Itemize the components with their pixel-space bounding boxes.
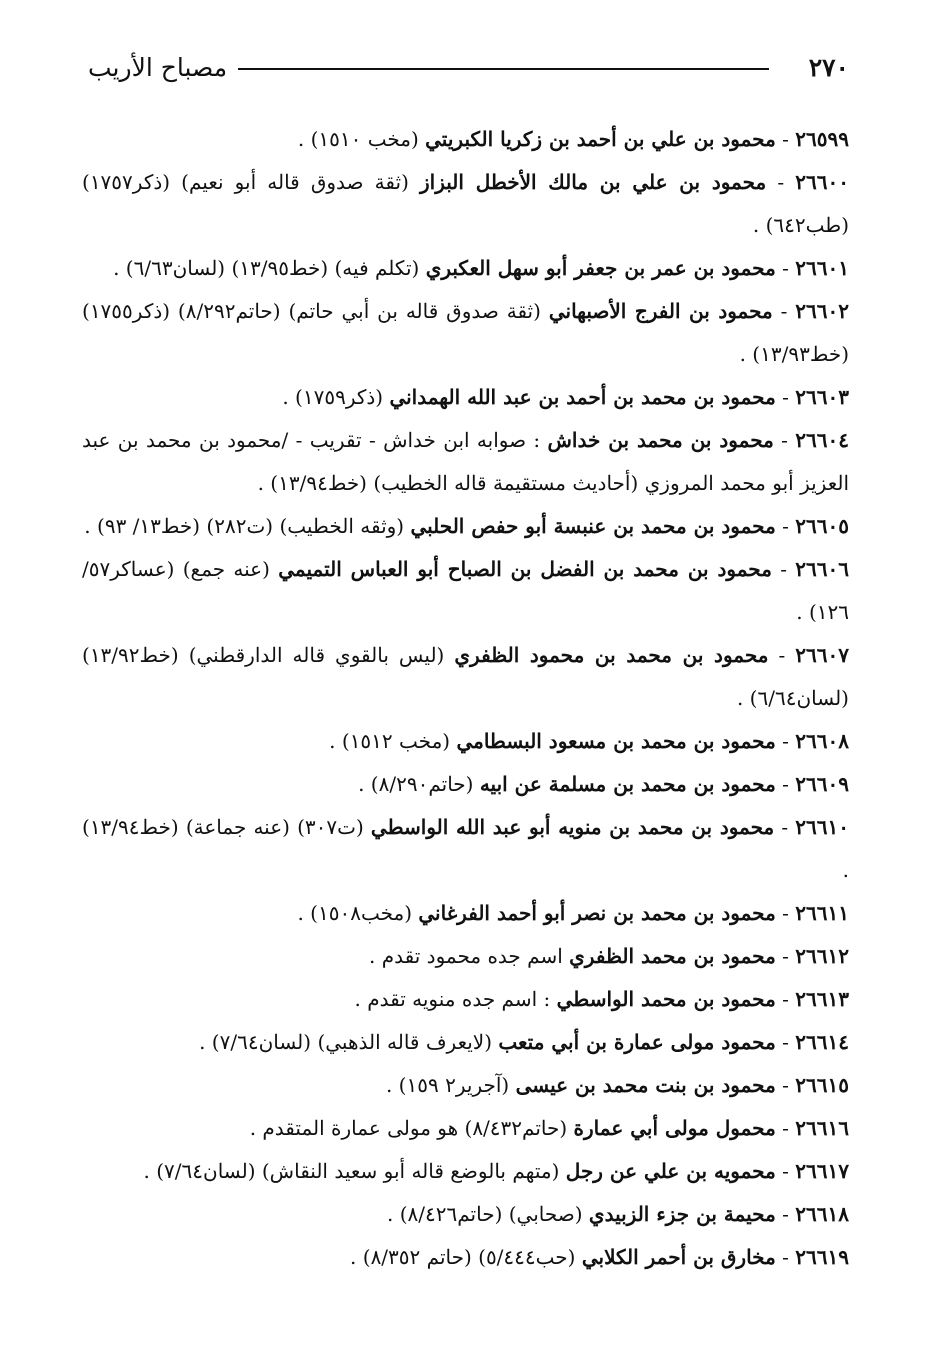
entry: ٢٦٦٠٧ - محمود بن محمد بن محمود الظفري (ليس بالقوي قاله الدارقطني) (خط١٣/٩٢) (لسان٦/٦٤) . [82,643,849,710]
entry-name: محيمة بن جزء الزبيدي [588,1202,776,1226]
page-number: ٢٧٠ [808,53,849,82]
entry-number: ٢٦٦٠٦ [795,557,850,581]
entry-name: محمود بن محمد بن مسعود البسطامي [456,729,776,753]
entry-text: اسم جده محمود تقدم . [369,944,563,968]
entry: ٢٦٥٩٩ - محمود بن علي بن أحمد بن زكريا الكبريتي (مخب ١٥١٠) . [297,127,849,151]
entry-name: محمود بن محمد الواسطي [556,987,776,1011]
entry-name: محمويه بن علي عن رجل [565,1159,776,1183]
entry-text: (آجرير٢ ١٥٩) . [385,1073,510,1097]
entry-name: محمود بن محمد بن أحمد بن عبد الله الهمداني [389,385,776,409]
entry-text: (وثقه الخطيب) (ت٢٨٢) (خط١٣/ ٩٣) . [84,514,405,538]
entry-text: : صوابه ابن خداش - تقريب - /محمود بن محمد بن عبد العزيز أبو محمد المروزي (أحاديث مستقيمة قاله الخطيب) (خط١٣/٩٤) . [82,428,849,495]
entry-text: (صحابي) (حاتم٨/٤٢٦) . [386,1202,583,1226]
entry-number: ٢٦٦١٨ [795,1202,849,1226]
entry: ٢٦٦١٢ - محمود بن محمد الظفري اسم جده محمود تقدم . [369,944,849,968]
entry-name: محمود مولى عمارة بن أبي متعب [498,1030,776,1054]
entry: ٢٦٦١٣ - محمود بن محمد الواسطي : اسم جده منويه تقدم . [354,987,849,1011]
entry-number: ٢٦٦١٢ [795,944,849,968]
entry-number: ٢٦٦٠٠ [795,170,849,194]
entry-number: ٢٦٥٩٩ [795,127,849,151]
entry-text: (ثقة صدوق قاله أبو نعيم) (ذكر١٧٥٧) (طب٦٤٢) . [82,170,849,237]
entry-number: ٢٦٦١١ [795,901,849,925]
entry: ٢٦٦١٦ - محمول مولى أبي عمارة (حاتم٨/٤٣٢) هو مولى عمارة المتقدم . [249,1116,849,1140]
entry-number: ٢٦٦٠٣ [795,385,849,409]
entry-name: محمود بن محمد بن نصر أبو أحمد الفرغاني [418,901,776,925]
page-header [88,50,849,90]
entry: ٢٦٦٠٥ - محمود بن محمد بن عنبسة أبو حفص الحلبي (وثقه الخطيب) (ت٢٨٢) (خط١٣/ ٩٣) . [84,514,849,538]
entry-number: ٢٦٦١٠ [795,815,850,839]
entry-number: ٢٦٦٠٩ [795,772,849,796]
entry-text: (لايعرف قاله الذهبي) (لسان٧/٦٤) . [199,1030,493,1054]
header-rule [238,68,769,70]
entry-name: محمود بن محمد بن محمود الظفري [454,643,769,667]
entry: ٢٦٦٠٨ - محمود بن محمد بن مسعود البسطامي (مخب ١٥١٢) . [329,729,849,753]
entries-list [82,118,849,1279]
entry-name: محمود بن محمد بن خداش [547,428,774,452]
entry-number: ٢٦٦٠٨ [795,729,849,753]
entry-name: محمود بن محمد الظفري [569,944,776,968]
entry: ٢٦٦٠٩ - محمود بن محمد بن مسلمة عن ابيه (حاتم٨/٢٩٠) . [358,772,849,796]
entry-name: محمود بن الفرج الأصبهاني [548,299,773,323]
entry-text: (عنه جمع) (عساكر٥٧/ ١٢٦) . [82,557,849,624]
entry-number: ٢٦٦١٤ [795,1030,849,1054]
entry-text: (تكلم فيه) (خط١٣/٩٥) (لسان٦/٦٣) . [113,256,420,280]
entry: ٢٦٦٠٦ - محمود بن محمد بن الفضل بن الصباح أبو العباس التميمي (عنه جمع) (عساكر٥٧/ ١٢٦) . [82,557,850,624]
entry-text: (مخب ١٥١٠) . [297,127,419,151]
entry: ٢٦٦٠٣ - محمود بن محمد بن أحمد بن عبد الله الهمداني (ذكر١٧٥٩) . [282,385,849,409]
entry-text: (حاتم٨/٢٩٠) . [358,772,474,796]
entry-text: (ت٣٠٧) (عنه جماعة) (خط١٣/٩٤) . [82,815,849,882]
entry-text: (ليس بالقوي قاله الدارقطني) (خط١٣/٩٢) (لسان٦/٦٤) . [82,643,849,710]
entry-number: ٢٦٦١٣ [795,987,849,1011]
entry: ٢٦٦٠١ - محمود بن عمر بن جعفر أبو سهل العكبري (تكلم فيه) (خط١٣/٩٥) (لسان٦/٦٣) . [113,256,849,280]
entry-number: ٢٦٦٠٧ [795,643,849,667]
entry-text: (متهم بالوضع قاله أبو سعيد النقاش) (لسان٧/٦٤) . [143,1159,560,1183]
entry-text: (مخب١٥٠٨) . [297,901,413,925]
entry-name: محمود بن عمر بن جعفر أبو سهل العكبري [425,256,776,280]
entry-name: محمود بن محمد بن عنبسة أبو حفص الحلبي [410,514,776,538]
entry-name: محمود بن علي بن مالك الأخطل البزاز [420,170,767,194]
entry-number: ٢٦٦٠٥ [795,514,849,538]
entry-name: مخارق بن أحمر الكلابي [581,1245,776,1269]
entry: ٢٦٦١١ - محمود بن محمد بن نصر أبو أحمد الفرغاني (مخب١٥٠٨) . [297,901,849,925]
entry-text: (ثقة صدوق قاله بن أبي حاتم) (حاتم٨/٢٩٢) (ذكر١٧٥٥) (خط١٣/٩٣) . [82,299,849,366]
entry-name: محمود بن علي بن أحمد بن زكريا الكبريتي [425,127,776,151]
entry: ٢٦٦١٨ - محيمة بن جزء الزبيدي (صحابي) (حاتم٨/٤٢٦) . [386,1202,849,1226]
entry-number: ٢٦٦٠١ [795,256,849,280]
entry: ٢٦٦١٠ - محمود بن محمد بن منويه أبو عبد الله الواسطي (ت٣٠٧) (عنه جماعة) (خط١٣/٩٤) . [82,815,850,882]
entry-number: ٢٦٦٠٢ [795,299,849,323]
entry-number: ٢٦٦١٧ [795,1159,849,1183]
entry-number: ٢٦٦٠٤ [795,428,849,452]
entry-name: محمود بن محمد بن منويه أبو عبد الله الواسطي [370,815,775,839]
entry-text: (ذكر١٧٥٩) . [282,385,384,409]
entry: ٢٦٦٠٢ - محمود بن الفرج الأصبهاني (ثقة صدوق قاله بن أبي حاتم) (حاتم٨/٢٩٢) (ذكر١٧٥٥) (خط١٣/٩٣) . [82,299,849,366]
entry-name: محمول مولى أبي عمارة [573,1116,776,1140]
entry: ٢٦٦١٤ - محمود مولى عمارة بن أبي متعب (لايعرف قاله الذهبي) (لسان٧/٦٤) . [199,1030,849,1054]
entry-name: محمود بن محمد بن الفضل بن الصباح أبو العباس التميمي [278,557,772,581]
entry-text: (حاتم٨/٤٣٢) هو مولى عمارة المتقدم . [249,1116,568,1140]
entry: ٢٦٦١٧ - محمويه بن علي عن رجل (متهم بالوضع قاله أبو سعيد النقاش) (لسان٧/٦٤) . [143,1159,849,1183]
entry-name: محمود بن محمد بن مسلمة عن ابيه [479,772,776,796]
entry-number: ٢٦٦١٦ [795,1116,849,1140]
entry-name: محمود بن بنت محمد بن عيسى [515,1073,776,1097]
entry-number: ٢٦٦١٩ [795,1245,849,1269]
entry-number: ٢٦٦١٥ [795,1073,849,1097]
book-title: مصباح الأريب [88,53,228,82]
entry-text: : اسم جده منويه تقدم . [354,987,551,1011]
entry-text: (مخب ١٥١٢) . [329,729,451,753]
entry: ٢٦٦١٩ - مخارق بن أحمر الكلابي (حب٥/٤٤٤) (حاتم ٨/٣٥٢) . [350,1245,849,1269]
entry: ٢٦٦٠٤ - محمود بن محمد بن خداش : صوابه ابن خداش - تقريب - /محمود بن محمد بن عبد العزيز أبو محمد المروزي (أحاديث مستقيمة قاله الخطيب) (خط١٣/٩٤) . [82,428,849,495]
entry: ٢٦٦١٥ - محمود بن بنت محمد بن عيسى (آجرير٢ ١٥٩) . [385,1073,849,1097]
entry-text: (حب٥/٤٤٤) (حاتم ٨/٣٥٢) . [350,1245,576,1269]
entry: ٢٦٦٠٠ - محمود بن علي بن مالك الأخطل البزاز (ثقة صدوق قاله أبو نعيم) (ذكر١٧٥٧) (طب٦٤٢) . [82,170,849,237]
